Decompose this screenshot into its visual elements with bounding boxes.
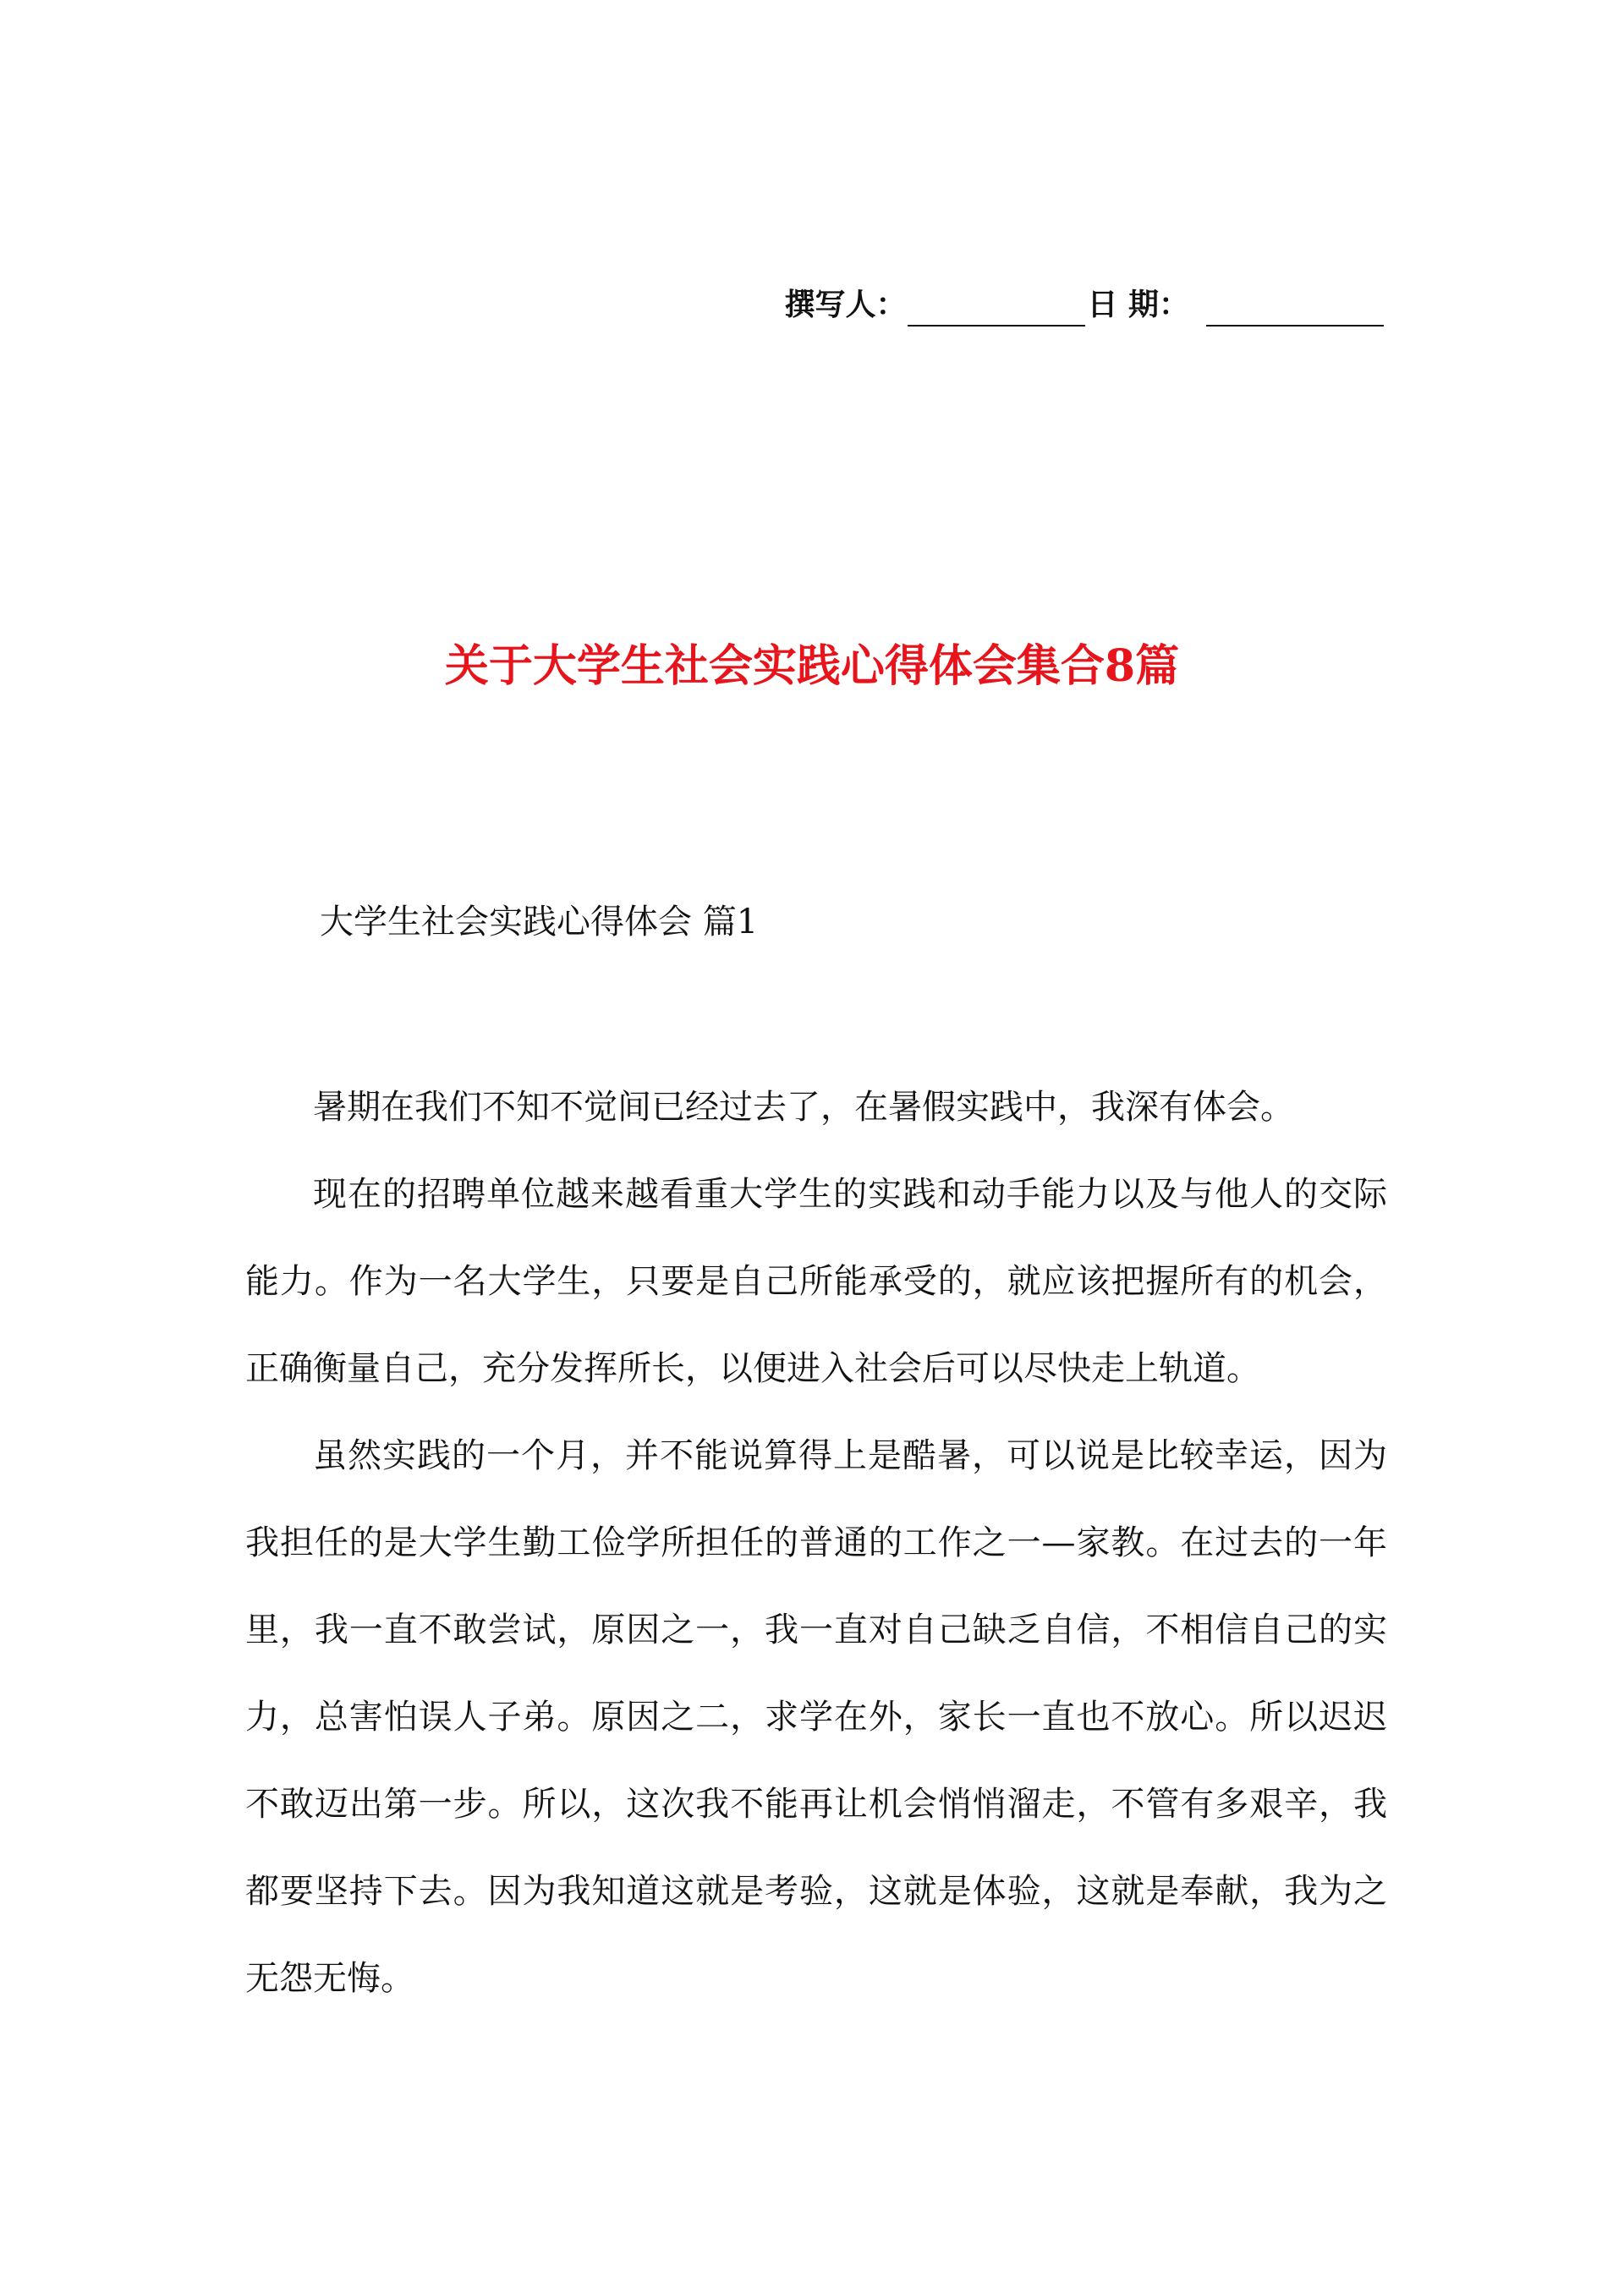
author-date-line <box>784 283 1385 327</box>
paragraph: 虽然实践的一个月，并不能说算得上是酷暑，可以说是比较幸运，因为我担任的是大学生勤工俭学所担任的普通的工作之一—家教。在过去的一年里，我一直不敢尝试，原因之一，我一直对自己缺乏自信，不相信自己的实力，总害怕误人子弟。原因之二，求学在外，家长一直也不放心。所以迟迟不敢迈出第一步。所以，这次我不能再让机会悄悄溜走，不管有多艰辛，我都要坚持下去。因为我知道这就是考验，这就是体验，这就是奉献，我为之无怨无悔。 <box>245 1436 1387 1998</box>
author-blank <box>908 291 1085 327</box>
date-blank <box>1206 291 1384 327</box>
body-text <box>245 1064 1387 2022</box>
paragraph: 现在的招聘单位越来越看重大学生的实践和动手能力以及与他人的交际能力。作为一名大学生，只要是自己所能承受的，就应该把握所有的机会，正确衡量自己，充分发挥所长，以便进入社会后可以尽快走上轨道。 <box>245 1175 1387 1388</box>
author-label: 撰写人： <box>784 287 907 322</box>
document-title: 关于大学生社会实践心得体会集合8篇 <box>444 640 1180 692</box>
section-heading: 大学生社会实践心得体会 篇1 <box>320 903 759 941</box>
date-label: 日 期： <box>1087 287 1189 322</box>
paragraph: 暑期在我们不知不觉间已经过去了，在暑假实践中，我深有体会。 <box>313 1088 1294 1127</box>
